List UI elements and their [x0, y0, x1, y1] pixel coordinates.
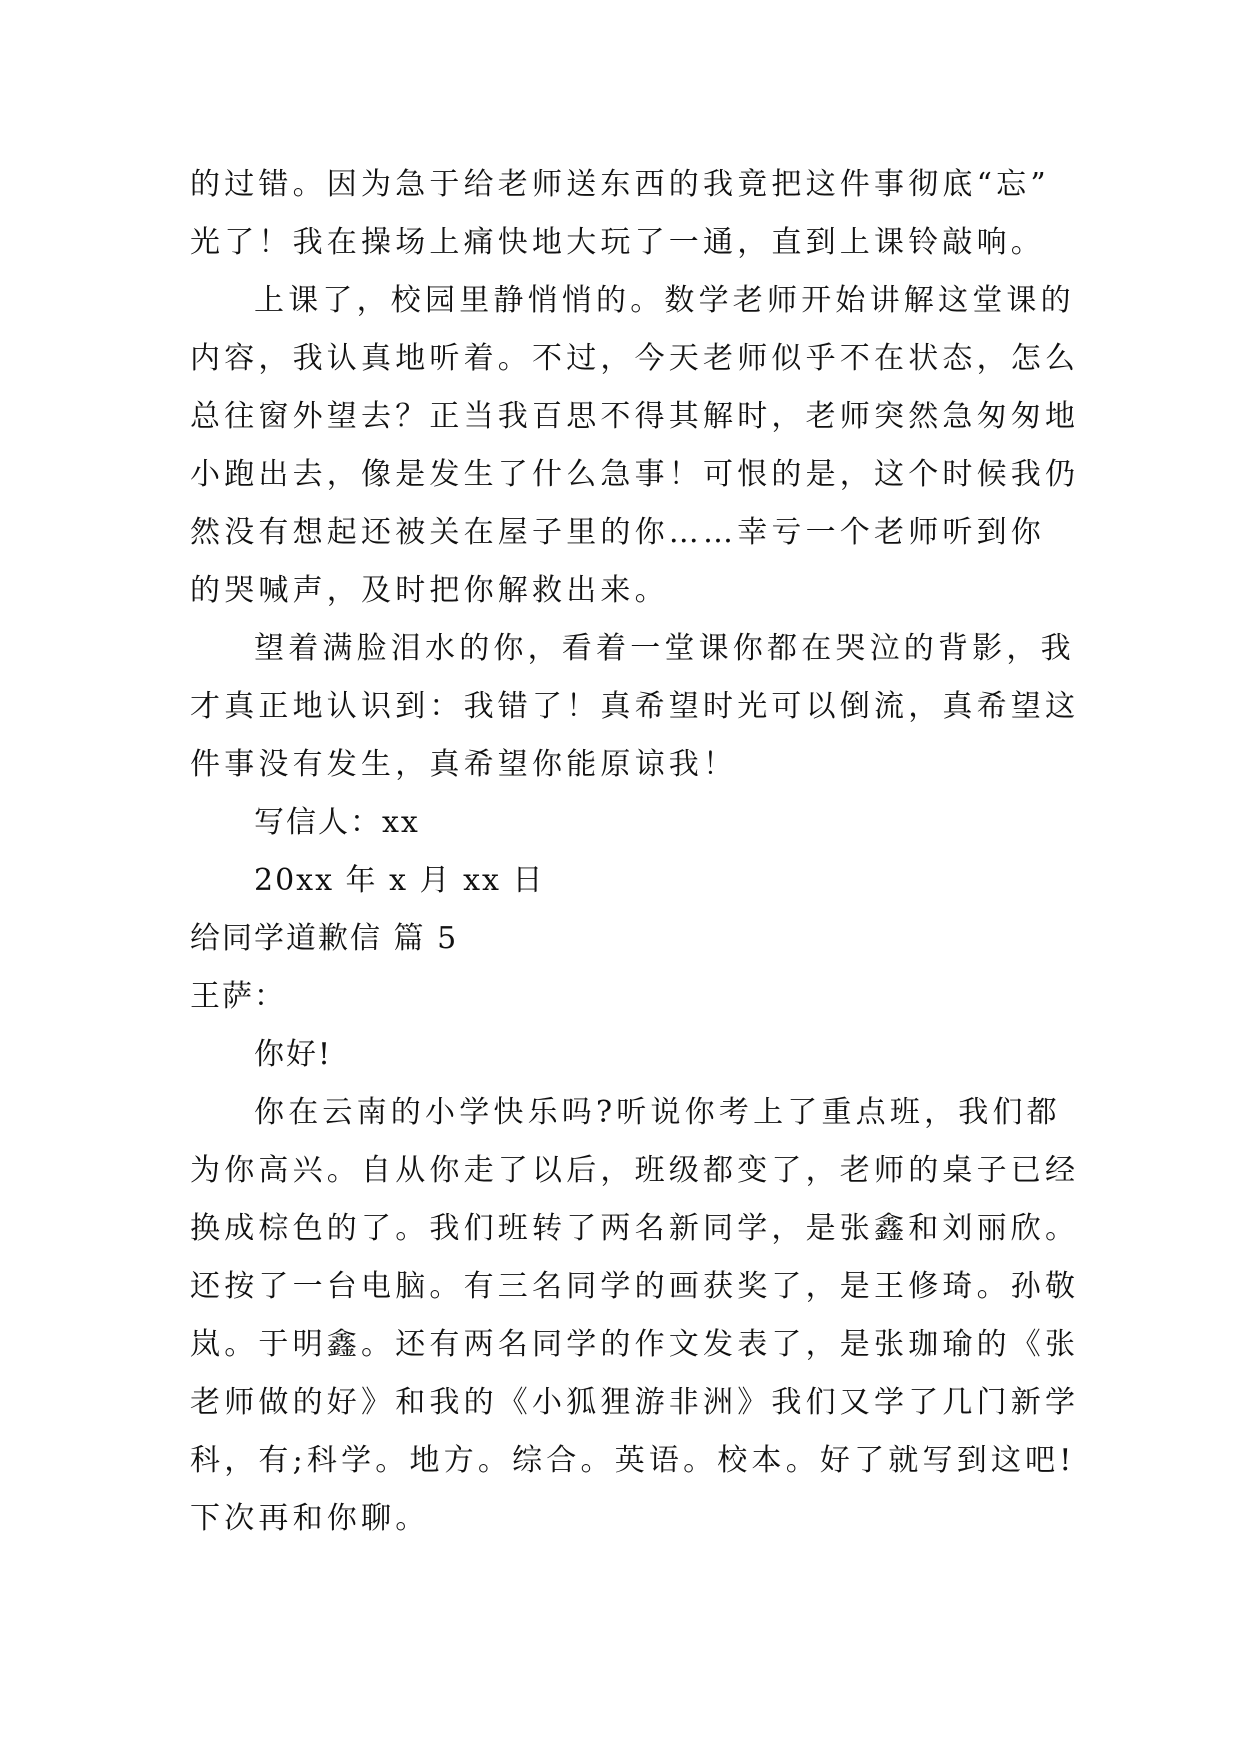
text-line-11: 件事没有发生，真希望你能原谅我！	[190, 747, 738, 782]
document-page	[190, 156, 1080, 1548]
text-line-10: 才真正地认识到：我错了！真希望时光可以倒流，真希望这	[190, 689, 1080, 724]
text-line-21: 岚。于明鑫。还有两名同学的作文发表了，是张珈瑜的《张	[190, 1327, 1080, 1362]
text-line-5: 总往窗外望去？正当我百思不得其解时，老师突然急匆匆地	[190, 399, 1080, 434]
text-line-22: 老师做的好》和我的《小狐狸游非洲》我们又学了几门新学	[190, 1385, 1080, 1420]
text-line-23: 科，有;科学。地方。综合。英语。校本。好了就写到这吧!	[190, 1443, 1076, 1478]
text-line-17: 你在云南的小学快乐吗?听说你考上了重点班，我们都	[254, 1095, 1061, 1130]
text-line-6: 小跑出去，像是发生了什么急事！可恨的是，这个时候我仍	[190, 457, 1080, 492]
text-line-7: 然没有想起还被关在屋子里的你……幸亏一个老师听到你	[190, 515, 1045, 550]
section-heading: 给同学道歉信 篇 5	[190, 921, 459, 956]
text-line-4: 内容，我认真地听着。不过，今天老师似乎不在状态，怎么	[190, 341, 1080, 376]
signature-date: 20xx 年 x 月 xx 日	[254, 863, 545, 898]
text-line-3: 上课了，校园里静悄悄的。数学老师开始讲解这堂课的	[254, 283, 1075, 318]
text-line-18: 为你高兴。自从你走了以后，班级都变了，老师的桌子已经	[190, 1153, 1080, 1188]
signature-writer: 写信人：xx	[254, 805, 420, 840]
text-line-19: 换成棕色的了。我们班转了两名新同学，是张鑫和刘丽欣。	[190, 1211, 1080, 1246]
letter-greeting: 你好!	[254, 1037, 333, 1072]
text-line-8: 的哭喊声，及时把你解救出来。	[190, 573, 669, 608]
text-line-1: 的过错。因为急于给老师送东西的我竟把这件事彻底“忘”	[190, 167, 1050, 202]
letter-salutation: 王萨：	[190, 979, 286, 1014]
text-line-2: 光了！我在操场上痛快地大玩了一通，直到上课铃敲响。	[190, 225, 1045, 260]
text-line-24: 下次再和你聊。	[190, 1501, 430, 1536]
text-line-20: 还按了一台电脑。有三名同学的画获奖了，是王修琦。孙敬	[190, 1269, 1080, 1304]
text-line-9: 望着满脸泪水的你，看着一堂课你都在哭泣的背影，我	[254, 631, 1075, 666]
